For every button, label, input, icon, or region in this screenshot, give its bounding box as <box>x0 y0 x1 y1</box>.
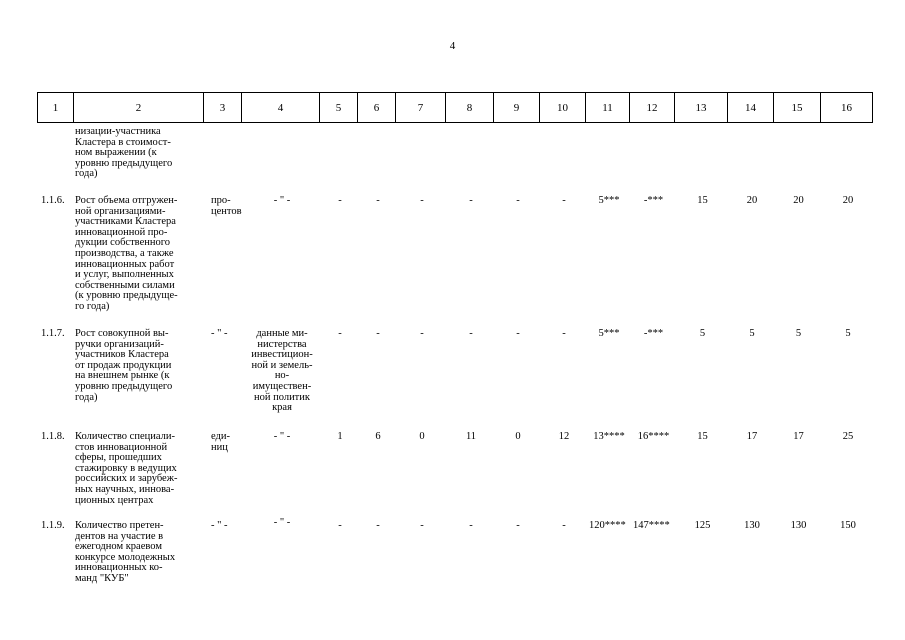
row-number: 1.1.7. <box>41 328 65 339</box>
row-number: 1.1.9. <box>41 520 65 531</box>
value-cell: - <box>420 195 424 206</box>
value-cell: 15 <box>697 431 708 442</box>
header-cell: 14 <box>728 93 774 123</box>
value-cell: - <box>420 520 424 531</box>
value-cell: 6 <box>375 431 381 442</box>
value-cell: 120**** <box>589 520 626 531</box>
row-source: - " - <box>273 517 291 528</box>
row-unit: про- центов <box>211 195 242 217</box>
header-cell: 5 <box>320 93 358 123</box>
value-cell: - <box>562 195 566 206</box>
header-cell: 7 <box>396 93 446 123</box>
value-cell: - <box>516 520 520 531</box>
value-cell: -*** <box>643 328 664 339</box>
row-number: 1.1.8. <box>41 431 65 442</box>
value-cell: - <box>376 195 380 206</box>
header-cell: 2 <box>74 93 204 123</box>
header-cell: 16 <box>821 93 873 123</box>
value-cell: 17 <box>746 431 758 442</box>
row-unit: - " - <box>211 520 228 531</box>
header-cell: 12 <box>630 93 675 123</box>
value-cell: - <box>562 520 566 531</box>
value-cell: 20 <box>746 195 758 206</box>
page-number: 4 <box>449 40 456 52</box>
header-cell: 1 <box>38 93 74 123</box>
value-cell: 13**** <box>593 431 625 442</box>
row-description: Количество специали- стов инновационной сферы, прошедших стажировку в ведущих российских и зарубеж- ных научных, иннова- ционных центрах <box>75 431 178 506</box>
value-cell: 15 <box>697 195 708 206</box>
row-unit: - " - <box>211 328 228 339</box>
value-cell: 130 <box>744 520 760 531</box>
value-cell: 125 <box>694 520 711 531</box>
value-cell: - <box>420 328 424 339</box>
value-cell: - <box>469 520 473 531</box>
value-cell: 17 <box>793 431 804 442</box>
row-source: данные ми- нистерства инвестицион- ной и земель- но- имуществен- ной политик края <box>251 328 313 414</box>
row-description: Количество претен- дентов на участие в ежегодном краевом конкурсе молодежных инновационных ко- манд "КУБ" <box>75 520 176 584</box>
value-cell: - <box>338 195 342 206</box>
header-cell: 15 <box>774 93 821 123</box>
value-cell: 16**** <box>637 431 670 442</box>
value-cell: 11 <box>465 431 477 442</box>
value-cell: 5 <box>845 328 851 339</box>
value-cell: 25 <box>842 431 854 442</box>
value-cell: 5 <box>749 328 755 339</box>
value-cell: - <box>376 520 380 531</box>
value-cell: - <box>338 328 342 339</box>
row-description: Рост объема отгружен- ной организациями- участниками Кластера инновационной про- дукции собственного производства, а также инновационных работ и услуг, выполненных собственными силами (к уровню предыдуще- го года) <box>75 195 178 312</box>
value-cell: 5 <box>699 328 706 339</box>
value-cell: 5*** <box>598 195 620 206</box>
value-cell: 5 <box>795 328 802 339</box>
row-description: Рост совокупной вы- ручки организаций- участников Кластера от продаж продукции на внешнем рынке (к уровню предыдущего года) <box>75 328 173 403</box>
header-cell: 8 <box>446 93 494 123</box>
value-cell: 150 <box>840 520 856 531</box>
row-source: - " - <box>273 195 291 206</box>
value-cell: 20 <box>793 195 804 206</box>
value-cell: 12 <box>558 431 570 442</box>
row-unit: еди- ниц <box>211 431 230 453</box>
header-row <box>38 93 873 123</box>
header-cell: 13 <box>675 93 728 123</box>
value-cell: 0 <box>515 431 521 442</box>
value-cell: - <box>338 520 342 531</box>
header-cell: 3 <box>204 93 242 123</box>
value-cell: - <box>469 195 473 206</box>
value-cell: 147**** <box>633 520 670 531</box>
value-cell: 0 <box>419 431 425 442</box>
table-header <box>37 92 873 123</box>
value-cell: 20 <box>842 195 854 206</box>
header-cell: 6 <box>358 93 396 123</box>
header-cell: 9 <box>494 93 540 123</box>
value-cell: - <box>562 328 566 339</box>
value-cell: 1 <box>337 431 343 442</box>
header-cell: 4 <box>242 93 320 123</box>
value-cell: -*** <box>643 195 664 206</box>
value-cell: - <box>469 328 473 339</box>
row-source: - " - <box>273 431 291 442</box>
value-cell: - <box>376 328 380 339</box>
row-number: 1.1.6. <box>41 195 65 206</box>
value-cell: - <box>516 328 520 339</box>
value-cell: 5*** <box>598 328 620 339</box>
header-cell: 11 <box>586 93 630 123</box>
value-cell: - <box>516 195 520 206</box>
value-cell: 130 <box>790 520 807 531</box>
continued-description: низации-участника Кластера в стоимост- ном выражении (к уровню предыдущего года) <box>75 126 173 180</box>
header-cell: 10 <box>540 93 586 123</box>
